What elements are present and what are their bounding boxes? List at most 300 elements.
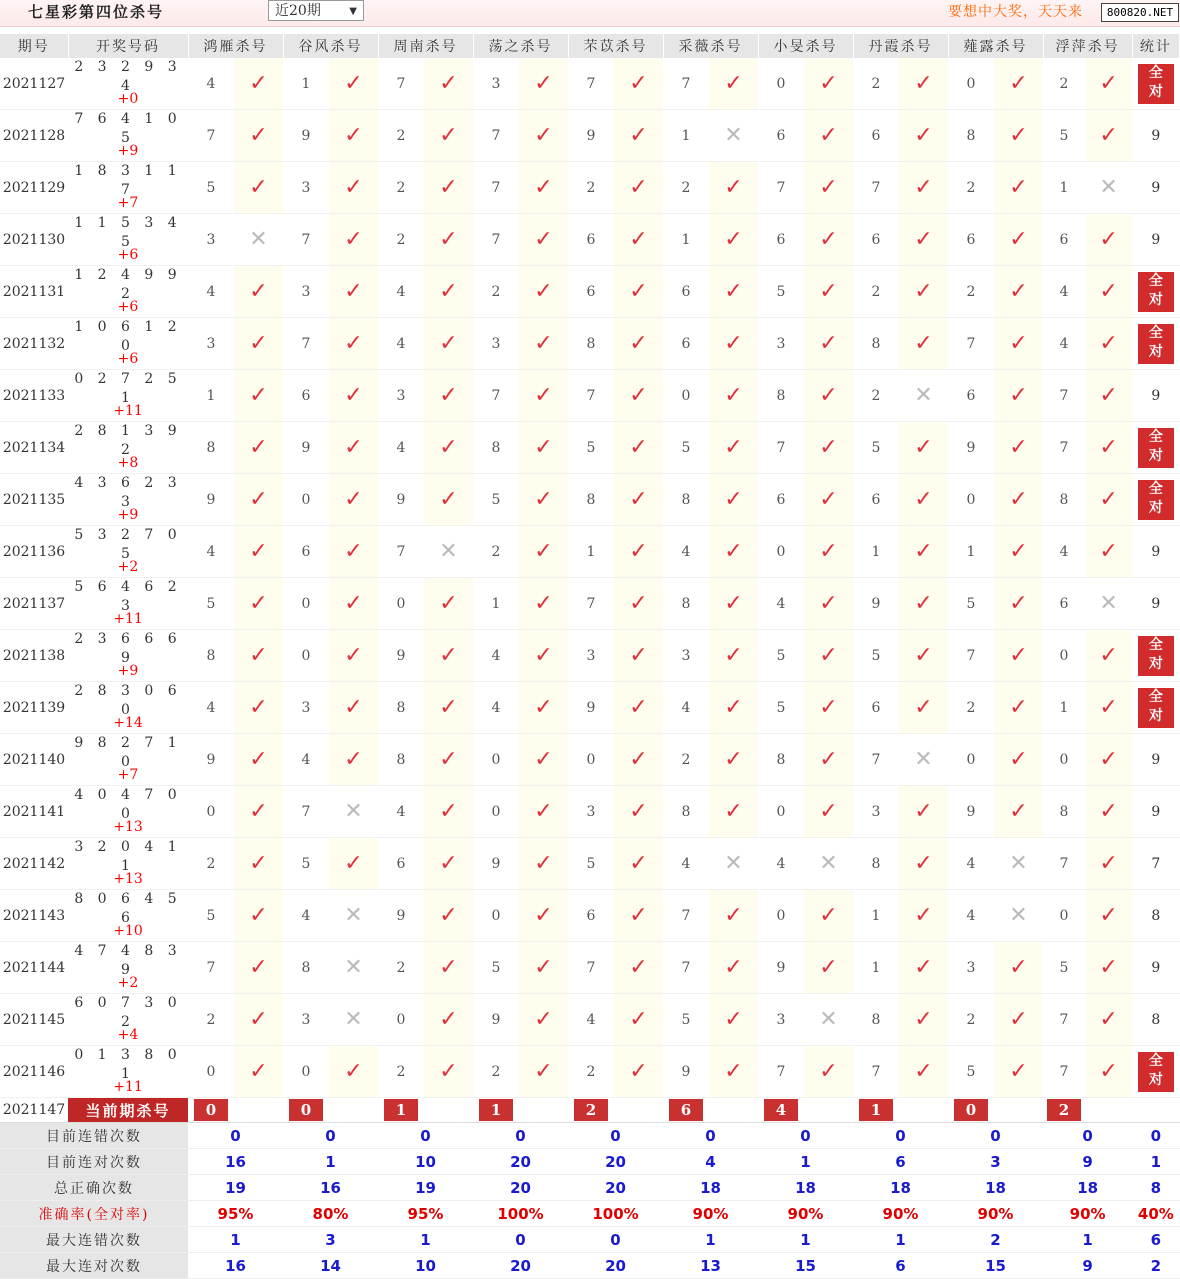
cross-mark-icon: ✕ [1085,162,1132,214]
check-mark-icon: ✓ [519,1046,568,1098]
table-row [0,630,1180,682]
check-mark-icon: ✓ [614,526,663,578]
summary-value: 18 [948,1175,1043,1201]
kill-number: 9 [663,1046,709,1098]
kill-number: 3 [473,58,519,110]
all-correct-badge: 全 对 [1138,1052,1174,1092]
all-correct-badge: 全 对 [1138,480,1174,520]
check-mark-icon: ✓ [994,682,1043,734]
kill-number: 8 [663,578,709,630]
check-mark-icon: ✓ [899,266,948,318]
summary-label: 最大连错次数 [0,1227,188,1253]
summary-value: 18 [758,1175,853,1201]
summary-label: 目前连错次数 [0,1123,188,1149]
cross-mark-icon: ✕ [994,890,1043,942]
check-mark-icon: ✓ [899,786,948,838]
check-mark-icon: ✓ [234,162,283,214]
table-row [0,1046,1180,1098]
site-tag: 800820.NET [1101,3,1179,22]
check-mark-icon: ✓ [1085,526,1132,578]
kill-number: 6 [853,214,899,266]
current-kill-cell [663,1098,709,1123]
table-row [0,786,1180,838]
kill-number: 9 [283,422,329,474]
summary-value: 18 [663,1175,758,1201]
kill-number: 5 [473,474,519,526]
cross-mark-icon: ✕ [709,110,758,162]
cross-mark-icon: ✕ [804,838,853,890]
summary-value: 18 [853,1175,948,1201]
kill-number: 7 [663,890,709,942]
check-mark-icon: ✓ [424,786,473,838]
kill-number: 4 [188,682,234,734]
check-mark-icon: ✓ [519,890,568,942]
summary-value: 1 [1132,1149,1179,1175]
kill-number: 7 [473,214,519,266]
check-mark-icon: ✓ [519,734,568,786]
kill-number: 1 [1043,162,1085,214]
kill-number: 2 [853,266,899,318]
kill-number: 7 [378,58,424,110]
kill-number: 9 [948,422,994,474]
summary-value: 20 [568,1253,663,1279]
current-kill-number: 0 [289,1099,323,1121]
table-row [0,318,1180,370]
kill-number: 8 [663,786,709,838]
check-mark-icon: ✓ [424,890,473,942]
check-mark-icon: ✓ [994,162,1043,214]
current-kill-spacer [424,1098,473,1123]
table-row [0,474,1180,526]
draw-sum: +9 [117,663,139,679]
kill-number: 5 [663,994,709,1046]
draw-numbers [68,630,188,682]
kill-number: 0 [378,578,424,630]
check-mark-icon: ✓ [804,942,853,994]
check-mark-icon: ✓ [709,942,758,994]
column-header: 丹霞杀号 [853,34,948,58]
check-mark-icon: ✓ [1085,994,1132,1046]
row-stat [1132,266,1179,318]
kill-number: 4 [758,578,804,630]
summary-value: 90% [758,1201,853,1227]
kill-number: 3 [473,318,519,370]
kill-number: 5 [758,682,804,734]
kill-number: 0 [473,734,519,786]
check-mark-icon: ✓ [234,838,283,890]
check-mark-icon: ✓ [804,630,853,682]
check-mark-icon: ✓ [899,682,948,734]
draw-numbers [68,578,188,630]
kill-number: 6 [758,474,804,526]
current-kill-number: 2 [574,1099,608,1121]
kill-number: 0 [568,734,614,786]
kill-number: 7 [758,422,804,474]
check-mark-icon: ✓ [709,890,758,942]
check-mark-icon: ✓ [994,630,1043,682]
page-title: 七星彩第四位杀号 [28,3,165,21]
kill-number: 4 [378,318,424,370]
kill-number: 5 [758,630,804,682]
draw-sum: +4 [117,1027,139,1043]
all-correct-badge: 全 对 [1138,688,1174,728]
kill-number: 5 [663,422,709,474]
kill-number: 2 [663,162,709,214]
kill-number: 8 [758,734,804,786]
kill-number: 0 [378,994,424,1046]
kill-number: 6 [948,214,994,266]
table-row [0,838,1180,890]
table-row [0,890,1180,942]
kill-number: 6 [378,838,424,890]
column-header: 开奖号码 [68,34,188,58]
table-row [0,578,1180,630]
check-mark-icon: ✓ [804,58,853,110]
check-mark-icon: ✓ [899,578,948,630]
draw-sum: +6 [117,247,139,263]
kill-number: 4 [663,682,709,734]
kill-number: 8 [663,474,709,526]
check-mark-icon: ✓ [709,58,758,110]
summary-value: 1 [663,1227,758,1253]
summary-value: 0 [283,1123,378,1149]
check-mark-icon: ✓ [1085,266,1132,318]
current-kill-cell [1043,1098,1085,1123]
kill-number: 6 [853,110,899,162]
kill-number: 3 [758,994,804,1046]
check-mark-icon: ✓ [1085,58,1132,110]
current-issue-row [0,1098,1180,1123]
kill-number: 7 [1043,994,1085,1046]
check-mark-icon: ✓ [234,422,283,474]
check-mark-icon: ✓ [329,110,378,162]
kill-number: 4 [378,422,424,474]
kill-number: 6 [758,110,804,162]
check-mark-icon: ✓ [1085,110,1132,162]
check-mark-icon: ✓ [614,162,663,214]
kill-number: 8 [473,422,519,474]
draw-sum: +7 [117,195,139,211]
all-correct-badge: 全 对 [1138,636,1174,676]
check-mark-icon: ✓ [234,578,283,630]
kill-number: 4 [188,526,234,578]
draw-sum: +10 [113,923,143,939]
kill-number: 0 [948,58,994,110]
kill-number: 9 [378,630,424,682]
summary-value: 1 [758,1149,853,1175]
kill-number: 6 [283,370,329,422]
current-kill-number: 2 [1047,1099,1081,1121]
check-mark-icon: ✓ [994,370,1043,422]
current-stat-cell [1132,1098,1179,1123]
summary-value: 40% [1132,1201,1179,1227]
check-mark-icon: ✓ [614,786,663,838]
issue-number: 2021145 [0,994,68,1046]
kill-number: 0 [758,890,804,942]
check-mark-icon: ✓ [424,318,473,370]
draw-digits: 1 2 4 9 9 2 [74,267,182,302]
check-mark-icon: ✓ [614,578,663,630]
issue-number: 2021141 [0,786,68,838]
check-mark-icon: ✓ [424,58,473,110]
kill-number: 2 [1043,58,1085,110]
kill-number: 6 [283,526,329,578]
cross-mark-icon: ✕ [329,786,378,838]
current-kill-cell [378,1098,424,1123]
kill-number: 6 [568,214,614,266]
kill-number: 4 [378,786,424,838]
issue-number: 2021127 [0,58,68,110]
draw-sum: +0 [117,91,139,107]
kill-number: 5 [473,942,519,994]
check-mark-icon: ✓ [804,1046,853,1098]
summary-value: 9 [1043,1253,1132,1279]
issue-number: 2021128 [0,110,68,162]
kill-number: 4 [473,630,519,682]
summary-value: 6 [853,1149,948,1175]
kill-number: 3 [283,994,329,1046]
check-mark-icon: ✓ [519,474,568,526]
draw-numbers [68,786,188,838]
kill-number: 2 [473,526,519,578]
check-mark-icon: ✓ [329,162,378,214]
summary-value: 6 [1132,1227,1179,1253]
current-kill-spacer [614,1098,663,1123]
summary-value: 20 [473,1149,568,1175]
period-select-value: 近20期 [275,3,321,19]
summary-value: 13 [663,1253,758,1279]
cross-mark-icon: ✕ [1085,578,1132,630]
check-mark-icon: ✓ [614,474,663,526]
check-mark-icon: ✓ [1085,786,1132,838]
kill-number: 8 [948,110,994,162]
check-mark-icon: ✓ [614,734,663,786]
draw-numbers [68,318,188,370]
check-mark-icon: ✓ [994,214,1043,266]
draw-numbers [68,58,188,110]
check-mark-icon: ✓ [1085,318,1132,370]
check-mark-icon: ✓ [424,110,473,162]
draw-numbers [68,370,188,422]
row-stat: 9 [1132,786,1179,838]
kill-number: 9 [378,890,424,942]
check-mark-icon: ✓ [519,422,568,474]
table-row [0,422,1180,474]
slogan-link[interactable]: 要想中大奖，天天来 [948,4,1083,20]
summary-value: 20 [473,1175,568,1201]
kill-number: 3 [188,214,234,266]
check-mark-icon: ✓ [519,318,568,370]
draw-sum: +11 [113,611,143,627]
check-mark-icon: ✓ [424,422,473,474]
draw-numbers [68,682,188,734]
check-mark-icon: ✓ [899,942,948,994]
draw-numbers [68,422,188,474]
check-mark-icon: ✓ [519,994,568,1046]
check-mark-icon: ✓ [994,786,1043,838]
draw-digits: 0 2 7 2 5 1 [74,371,182,406]
check-mark-icon: ✓ [234,890,283,942]
kill-number: 3 [283,162,329,214]
check-mark-icon: ✓ [424,838,473,890]
kill-number: 0 [283,1046,329,1098]
check-mark-icon: ✓ [424,578,473,630]
period-select[interactable] [268,0,364,21]
kill-number: 9 [853,578,899,630]
kill-number: 5 [758,266,804,318]
draw-digits: 4 3 6 2 3 3 [74,475,182,510]
table-row [0,266,1180,318]
check-mark-icon: ✓ [329,682,378,734]
check-mark-icon: ✓ [804,786,853,838]
kill-number: 2 [378,1046,424,1098]
check-mark-icon: ✓ [899,58,948,110]
check-mark-icon: ✓ [709,578,758,630]
summary-value: 90% [853,1201,948,1227]
issue-number: 2021137 [0,578,68,630]
kill-number: 6 [853,682,899,734]
kill-number: 0 [188,1046,234,1098]
kill-number: 1 [663,110,709,162]
kill-number: 2 [378,942,424,994]
summary-value: 10 [378,1149,473,1175]
current-kill-spacer [1085,1098,1132,1123]
kill-number: 2 [378,110,424,162]
check-mark-icon: ✓ [709,318,758,370]
table-row [0,994,1180,1046]
summary-value: 8 [1132,1175,1179,1201]
kill-number: 7 [663,58,709,110]
issue-number: 2021130 [0,214,68,266]
check-mark-icon: ✓ [614,422,663,474]
kill-number: 4 [1043,526,1085,578]
kill-number: 6 [758,214,804,266]
summary-value: 0 [948,1123,1043,1149]
kill-number: 6 [568,890,614,942]
check-mark-icon: ✓ [804,422,853,474]
check-mark-icon: ✓ [614,110,663,162]
kill-number: 4 [663,526,709,578]
summary-value: 0 [188,1123,283,1149]
summary-value: 1 [853,1227,948,1253]
current-kill-cell [948,1098,994,1123]
check-mark-icon: ✓ [519,682,568,734]
cross-mark-icon: ✕ [424,526,473,578]
check-mark-icon: ✓ [804,526,853,578]
column-header: 荡之杀号 [473,34,568,58]
check-mark-icon: ✓ [614,370,663,422]
kill-number: 2 [188,994,234,1046]
check-mark-icon: ✓ [329,578,378,630]
check-mark-icon: ✓ [804,474,853,526]
check-mark-icon: ✓ [329,838,378,890]
summary-value: 14 [283,1253,378,1279]
draw-sum: +6 [117,351,139,367]
row-stat: 8 [1132,890,1179,942]
kill-number: 3 [283,266,329,318]
check-mark-icon: ✓ [899,110,948,162]
issue-number: 2021132 [0,318,68,370]
draw-digits: 4 7 4 8 3 9 [74,943,182,978]
kill-number: 7 [568,58,614,110]
check-mark-icon: ✓ [329,266,378,318]
table-row [0,162,1180,214]
row-stat: 9 [1132,214,1179,266]
summary-value: 1 [188,1227,283,1253]
issue-number: 2021135 [0,474,68,526]
check-mark-icon: ✓ [234,110,283,162]
draw-sum: +2 [117,975,139,991]
check-mark-icon: ✓ [329,58,378,110]
issue-number: 2021140 [0,734,68,786]
check-mark-icon: ✓ [614,58,663,110]
summary-value: 10 [378,1253,473,1279]
kill-number: 7 [473,110,519,162]
draw-numbers [68,110,188,162]
kill-number: 0 [1043,734,1085,786]
kill-number: 1 [853,890,899,942]
kill-number: 2 [568,1046,614,1098]
summary-value: 16 [188,1149,283,1175]
check-mark-icon: ✓ [994,422,1043,474]
summary-value: 16 [283,1175,378,1201]
check-mark-icon: ✓ [329,734,378,786]
dropdown-arrow-icon: ▼ [349,6,357,17]
kill-number: 2 [948,994,994,1046]
check-mark-icon: ✓ [519,266,568,318]
check-mark-icon: ✓ [234,474,283,526]
row-stat: 9 [1132,110,1179,162]
kill-number: 7 [853,734,899,786]
cross-mark-icon: ✕ [329,942,378,994]
summary-value: 15 [948,1253,1043,1279]
column-header: 期号 [0,34,68,58]
draw-sum: +2 [117,559,139,575]
kill-number: 8 [853,994,899,1046]
check-mark-icon: ✓ [1085,370,1132,422]
summary-value: 15 [758,1253,853,1279]
summary-value: 100% [568,1201,663,1227]
kill-number: 4 [948,890,994,942]
check-mark-icon: ✓ [234,526,283,578]
check-mark-icon: ✓ [614,838,663,890]
draw-numbers [68,266,188,318]
summary-value: 90% [948,1201,1043,1227]
check-mark-icon: ✓ [1085,890,1132,942]
draw-digits: 4 0 4 7 0 0 [74,787,182,822]
kill-number: 4 [663,838,709,890]
summary-value: 9 [1043,1149,1132,1175]
check-mark-icon: ✓ [614,266,663,318]
kill-number: 7 [568,370,614,422]
check-mark-icon: ✓ [234,1046,283,1098]
kill-number: 1 [948,526,994,578]
kill-number: 8 [378,682,424,734]
check-mark-icon: ✓ [994,58,1043,110]
summary-value: 0 [568,1123,663,1149]
check-mark-icon: ✓ [424,370,473,422]
draw-numbers [68,890,188,942]
kill-number: 2 [948,266,994,318]
kill-number: 7 [1043,422,1085,474]
column-header: 采薇杀号 [663,34,758,58]
check-mark-icon: ✓ [329,422,378,474]
summary-label: 最大连对次数 [0,1253,188,1279]
draw-digits: 2 3 6 6 6 9 [74,631,182,666]
draw-sum: +7 [117,767,139,783]
check-mark-icon: ✓ [519,942,568,994]
current-kill-spacer [709,1098,758,1123]
